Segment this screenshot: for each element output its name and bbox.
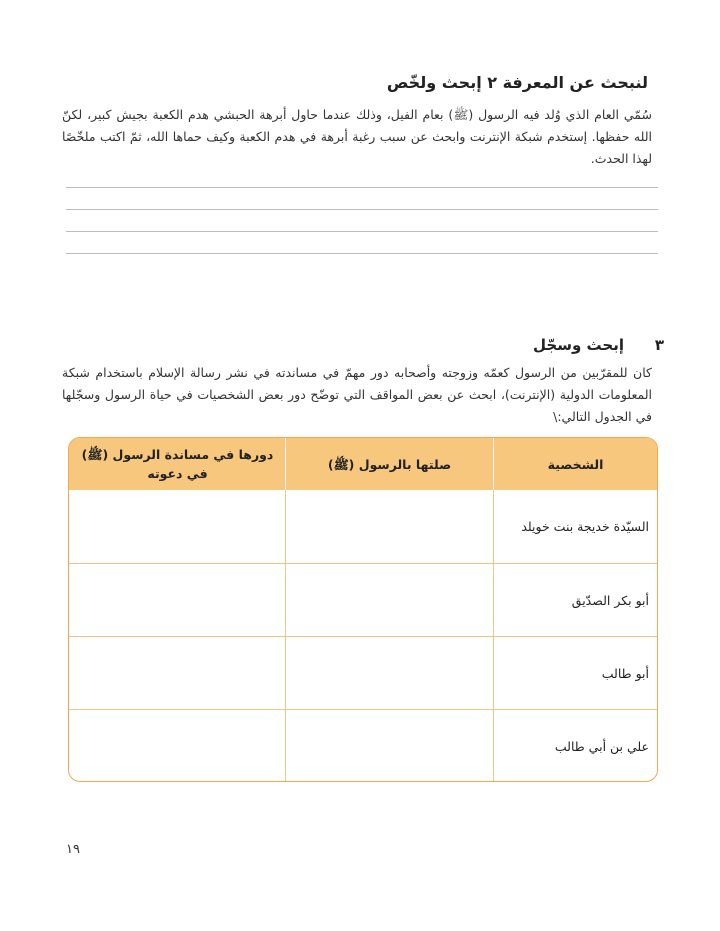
section-3-title: إبحث وسجّل [533, 336, 624, 354]
relation-answer-cell[interactable] [286, 490, 494, 563]
section-2-paragraph: سُمّي العام الذي وُلد فيه الرسول (ﷺ) بعام الفيل، وذلك عندما حاول أبرهة الحبشي هدم الكعبة بجيش كبير، لكنّ الله حفظها. إستخدم شبكة الإنترنت وابحث عن سبب رغبة أبرهة في هدم الكعبة وكيف حماها الله، ثمّ اكتب ملخّصًا لهذا الحدث. [62, 107, 652, 166]
character-name-cell [494, 637, 657, 709]
page-number: ١٩ [66, 842, 80, 857]
character-name: السيّدة خديجة بنت خويلد [521, 519, 649, 534]
role-answer-cell[interactable] [70, 564, 286, 636]
character-name-cell [494, 710, 657, 782]
writing-line [66, 253, 658, 254]
table-row [69, 563, 657, 636]
table-row [69, 490, 657, 563]
header-relation: صلتها بالرسول (ﷺ) [286, 438, 494, 490]
writing-line [66, 231, 658, 232]
role-answer-cell[interactable] [70, 637, 286, 709]
role-answer-cell[interactable] [70, 490, 286, 563]
writing-line [66, 187, 658, 188]
table-row [69, 636, 657, 709]
relation-answer-cell[interactable] [286, 564, 494, 636]
header-character: الشخصية [547, 456, 604, 472]
table-body [69, 490, 657, 781]
section-3-paragraph: كان للمقرّبين من الرسول كعمّه وزوجته وأصحابه دور مهمّ في مساندته في نشر رسالة الإسلام باستخدام شبكة المعلومات الدولية (الإنترنت)، ابحث عن بعض المواقف التي توضّح دور بعض الشخصيات في حياة الرسول وسجّلها في الجدول التالي:\ [62, 365, 652, 424]
relation-answer-cell[interactable] [286, 710, 494, 782]
character-name-cell [494, 490, 657, 563]
character-name: علي بن أبي طالب [554, 738, 649, 754]
writing-line [66, 209, 658, 210]
table-header-row [69, 438, 657, 490]
characters-table [68, 437, 658, 782]
section-2-title: لنبحث عن المعرفة ٢ إبحث ولخّص [386, 73, 648, 92]
character-name-cell [494, 564, 657, 636]
role-answer-cell[interactable] [70, 710, 286, 782]
table-row [69, 709, 657, 782]
relation-answer-cell[interactable] [286, 637, 494, 709]
header-role: دورها في مساندة الرسول (ﷺ) في دعوته [70, 438, 286, 490]
character-name: أبو طالب [601, 665, 649, 681]
section-3-number: ٣ [654, 336, 664, 354]
character-name: أبو بكر الصدّيق [571, 592, 649, 608]
